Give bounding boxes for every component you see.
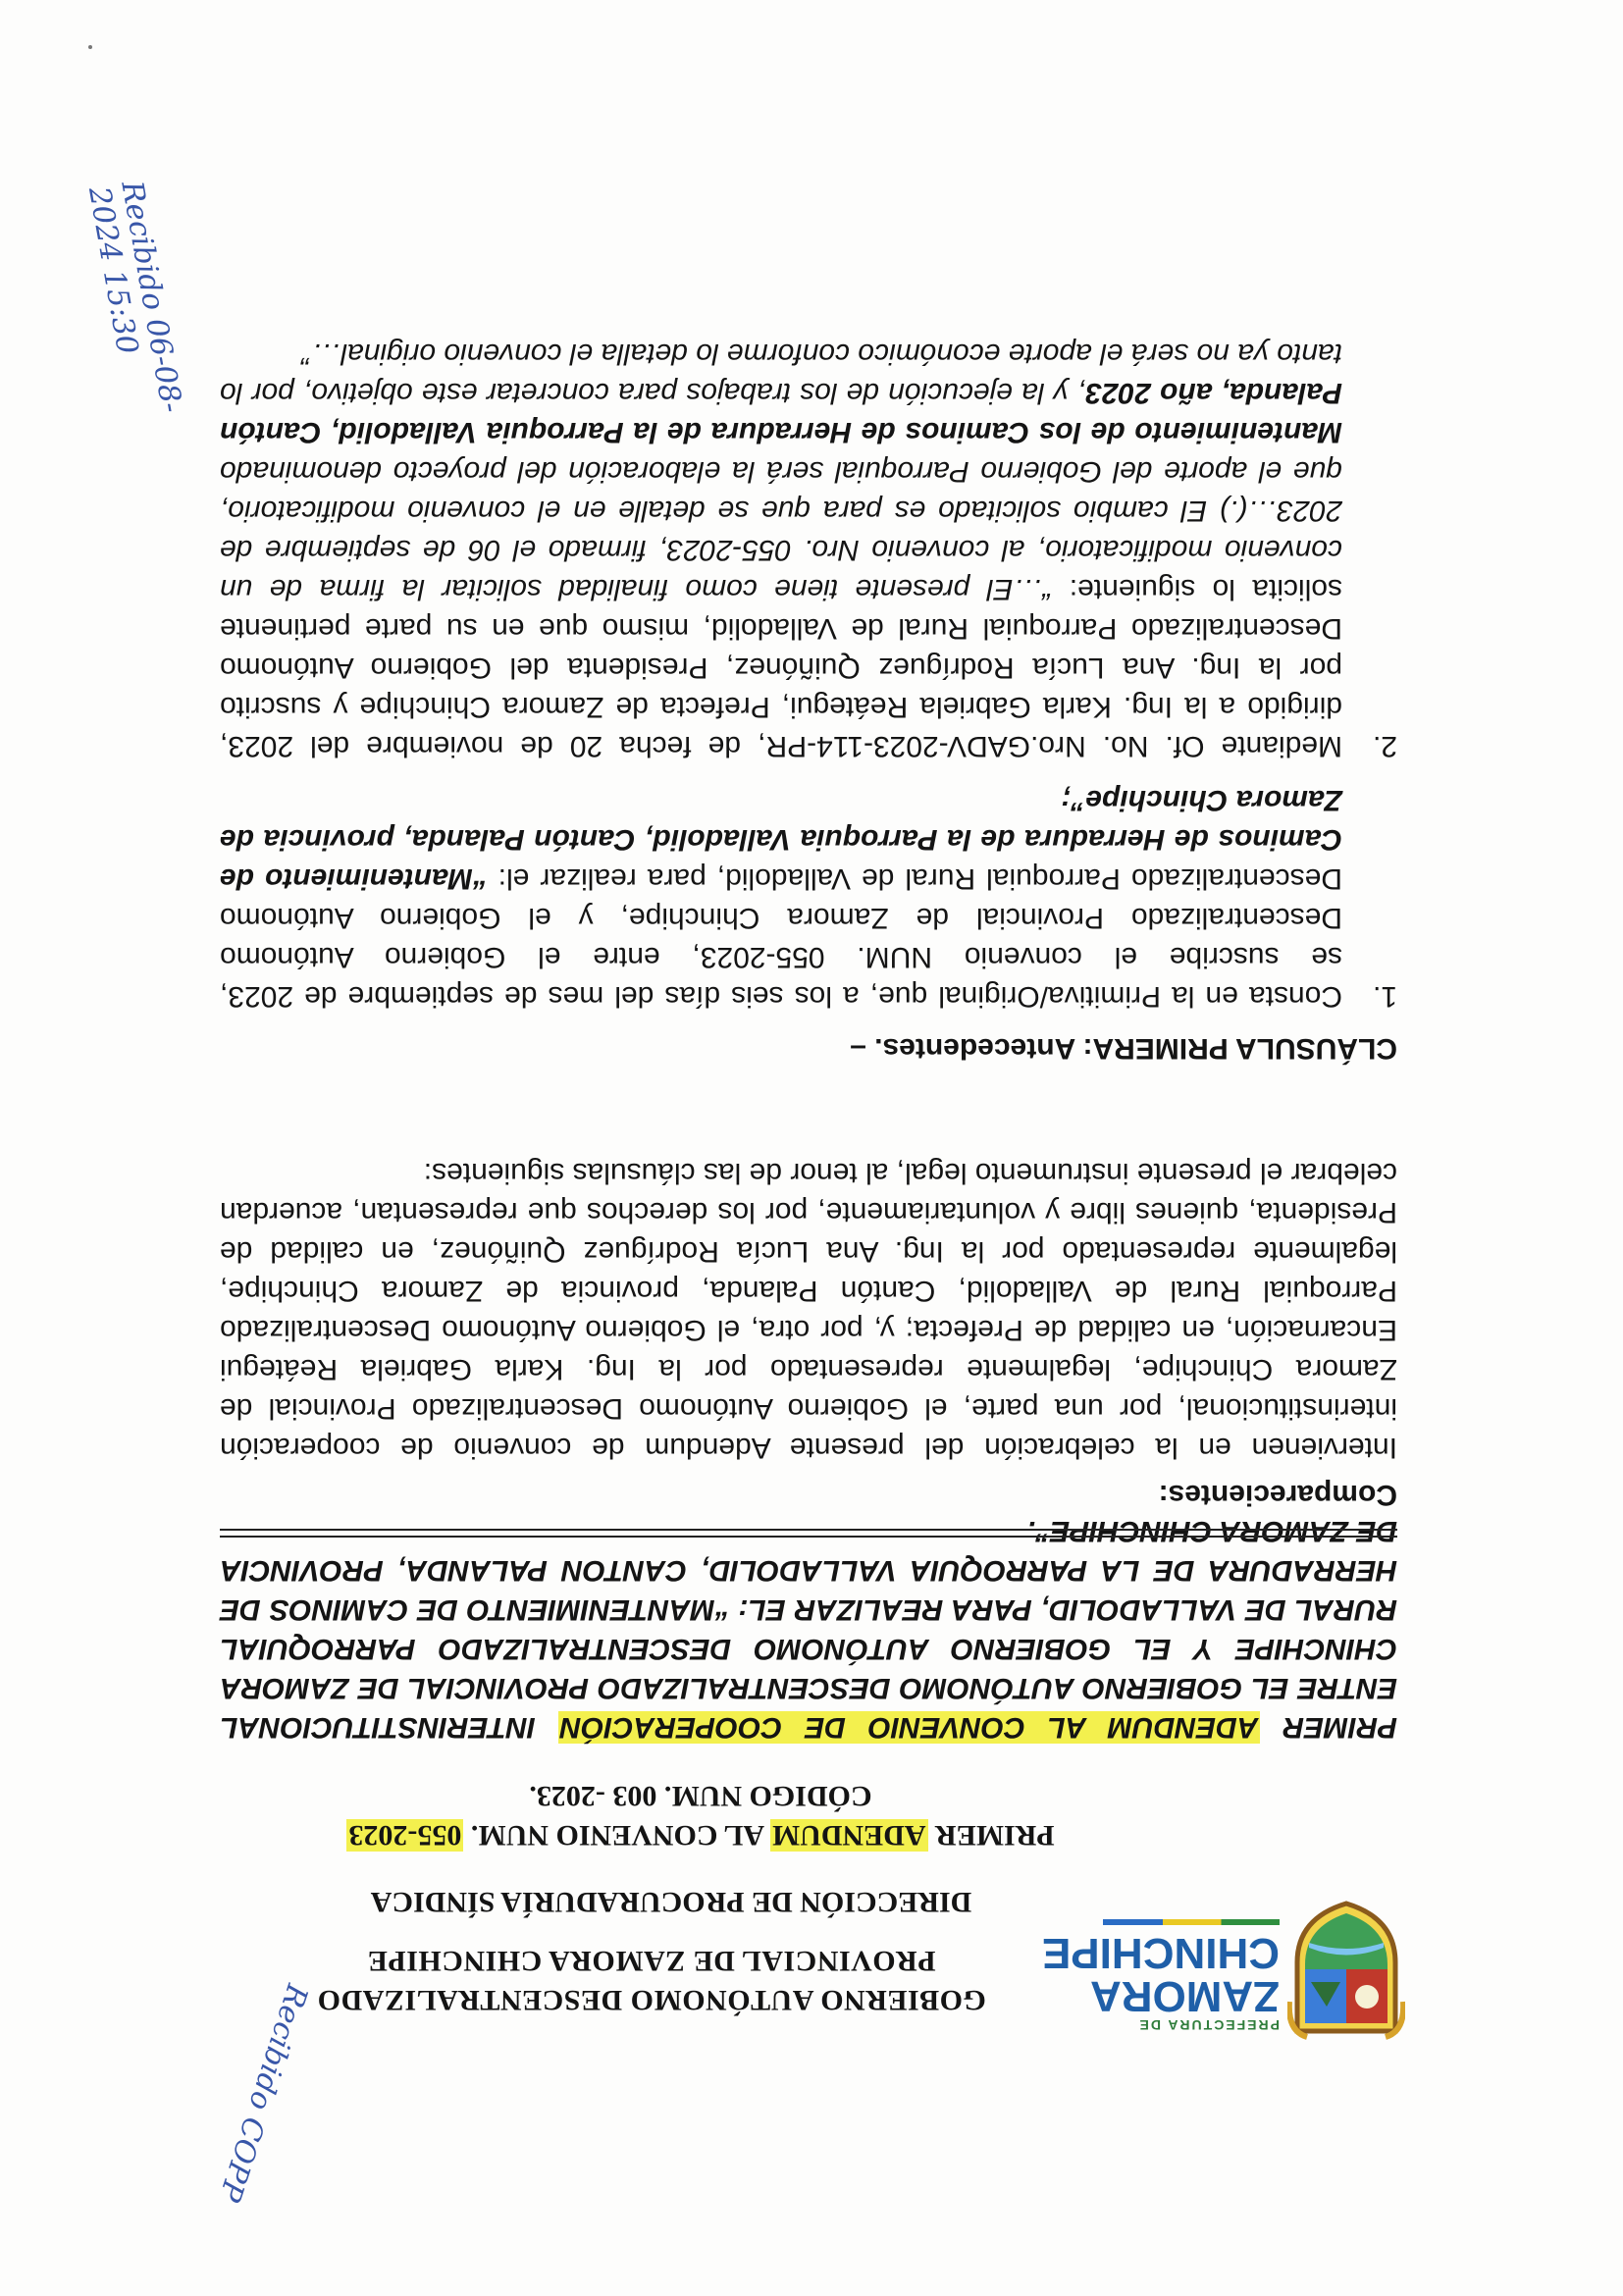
- institution-header: [259, 1941, 1044, 2019]
- item-2-quote-end: , y la ejecución de los trabajos para concretar este objetivo, por lo tanto ya no será el aporte económico conforme lo detalla el convenio original…”: [220, 338, 1342, 409]
- brand-prefix: PREFECTURA DE: [1137, 2017, 1280, 2033]
- item-1-text: Consta en la Primitiva/Original que, a los seis días del mes de septiembre de 2023, se suscribe el convenio NUM. 055-2023, entre el Gobierno Autónomo Descentralizado Provincial de Zamora Chinchipe, y el Gobierno Autónomo Descentralizado Parroquial Rural de Valladolid, para realizar el:: [220, 862, 1342, 1013]
- reference-highlight-adendum: ADENDUM: [771, 1819, 926, 1852]
- handwritten-date-note: Recibido 06-08-2024 15:30: [80, 178, 189, 416]
- title-rest: INTERINSTITUCIONAL ENTRE EL GOBIERNO AUTÓNOMO DESCENTRALIZADO PROVINCIAL DE ZAMORA CHINCHIPE Y EL GOBIERNO AUTÓNOMO DESCENTRALIZADO PARROQUIAL RURAL DE VALLADOLID, PARA REALIZAR EL: “MANTENIMIENTO DE CAMINOS DE HERRADURA DE LA PARROQUIA VALLADOLID, CANTON PALANDA, PROVINCIA DE ZAMORA CHINCHIPE”.: [220, 1515, 1397, 1744]
- item-number: 1.: [1372, 980, 1397, 1013]
- antecedent-item-2: [220, 334, 1397, 765]
- brand-logo: [1041, 1919, 1280, 2033]
- item-2-quote: “…El presente tiene como finalidad solicitar la firma de un convenio modificatorio, al convenio Nro. 055-2023, firmado el 06 de septiembre de 2023…(.) El cambio solicitado es para que se detalle en el convenio modificatorio, que el aporte del Gobierno Parroquial será la elaboración del proyecto denominado: [220, 455, 1342, 605]
- brand-name-chinchipe: CHINCHIPE: [1041, 1929, 1280, 1977]
- item-number: 2.: [1372, 730, 1397, 762]
- reference-line-2: CÓDIGO NUM. 003 -2023.: [529, 1780, 872, 1812]
- reference-line-1: [14, 1815, 1387, 1854]
- title-start: PRIMER: [1260, 1711, 1397, 1744]
- brand-name-zamora: ZAMORA: [1089, 1972, 1280, 2020]
- title-highlight: ADENDUM AL CONVENIO DE COOPERACIÓN: [559, 1711, 1259, 1744]
- document-title: [220, 1511, 1397, 1747]
- item-2-text: Mediante Of. No. Nro.GADV-2023-114-PR, de fecha 20 de noviembre del 2023, dirigido a la Ing. Karla Gabriela Reátegui, Prefecta de Zamora Chinchipe y suscrito por la Ing. Ana Lucía Rodríguez Quiñónez, Presidenta del Gobierno Autónomo Descentralizado Parroquial Rural de Valladolid, mismo que en su parte pertinente solicita lo siguiente:: [220, 573, 1342, 762]
- item-2-project-name: Mantenimiento de los Caminos de Herradura de la Parroquia Valladolid, Cantón Palanda, año 2023: [220, 377, 1342, 448]
- reference-prefix: PRIMER: [927, 1819, 1055, 1852]
- agreement-reference: [14, 1776, 1387, 1854]
- antecedent-item-1: [220, 780, 1397, 1016]
- reference-middle: AL CONVENIO NUM.: [463, 1819, 770, 1852]
- scan-speck: [88, 45, 92, 49]
- item-text: [220, 334, 1342, 765]
- directorate-title: DIRECCIÓN DE PROCURADURÍA SÍNDICA: [370, 1886, 972, 1918]
- comparecientes-paragraph: Intervienen en la celebración del presente Adendum de convenio de cooperación interinstitucional, por una parte, el Gobierno Autónomo Descentralizado Provincial de Zamora Chinchipe, legalmente representado por la Ing. Karla Gabriela Reátegui Encarnación, en calidad de Prefecta; y, por otra, el Gobierno Autónomo Descentralizado Parroquial Rural de Valladolid, Cantón Palanda, provincia de Zamora Chinchipe, legalmente representado por la Ing. Ana Lucía Rodríguez Quiñónez, en calidad de Presidenta, quienes libre y voluntariamente, por los derechos que representan, acuerdan celebrar el presente instrumento legal, al tenor de las cláusulas siguientes:: [220, 1157, 1397, 1464]
- item-text: [220, 780, 1342, 1016]
- brand-tricolor-bar: [1103, 1919, 1280, 1925]
- item-1-project-name: “Mantenimiento de Caminos de Herradura de la Parroquia Valladolid, Cantón Palanda, provincia de Zamora Chinchipe”;: [219, 784, 1342, 895]
- handwritten-received-note: Recibido COPP: [211, 1979, 315, 2206]
- comparecientes-heading: Comparecientes:: [1158, 1479, 1397, 1511]
- reference-highlight-number: 055-2023: [348, 1819, 462, 1852]
- institution-line-2: PROVINCIAL DE ZAMORA CHINCHIPE: [367, 1945, 936, 1977]
- clausula-primera-heading: CLÁUSULA PRIMERA: Antecedentes. –: [850, 1032, 1397, 1065]
- coat-of-arms-icon: [1287, 1899, 1405, 2041]
- institution-line-1: GOBIERNO AUTÓNOMO DESCENTRALIZADO: [317, 1984, 986, 2016]
- double-rule-divider: [220, 1529, 1397, 1538]
